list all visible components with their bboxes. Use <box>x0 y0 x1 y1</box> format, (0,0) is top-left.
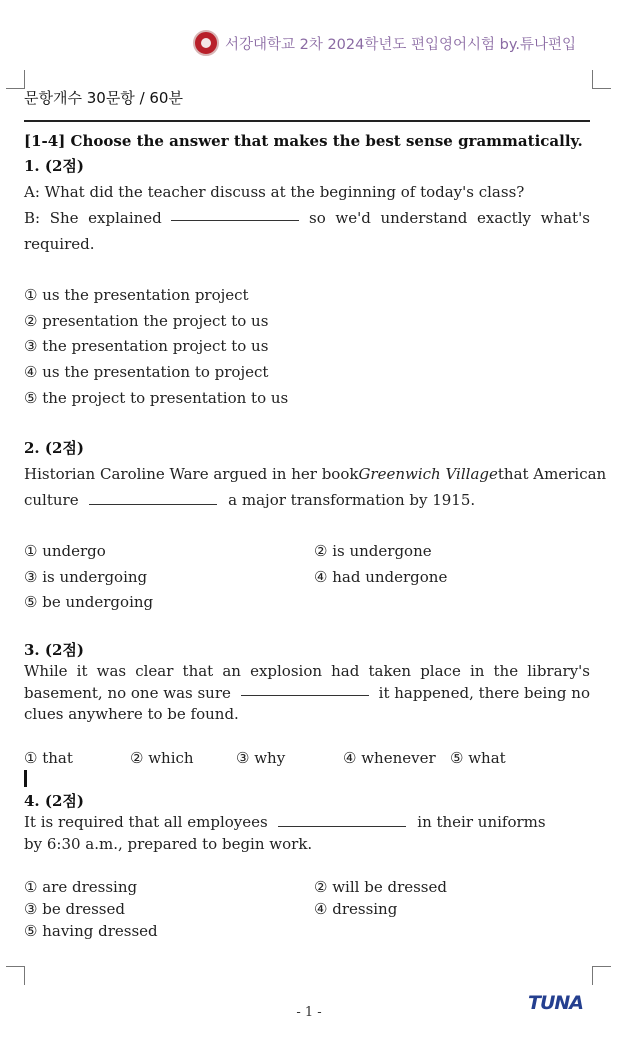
q1-line-b <box>24 208 590 228</box>
q4-option-3[interactable]: ③ be dressed <box>24 900 125 918</box>
q2-option-3[interactable]: ③ is undergoing <box>24 568 148 586</box>
q4-text-pre: It is required that all employees <box>24 813 268 831</box>
q2-options-row-2 <box>24 567 590 587</box>
header-title: 서강대학교 2차 2024학년도 편입영어시험 by.튜나편입 <box>224 36 576 53</box>
q2-line-1 <box>24 464 607 484</box>
q2-text <box>24 464 498 484</box>
q2-text-pre: culture <box>24 491 79 509</box>
q3-option-3[interactable]: ③ why <box>236 749 286 767</box>
q4-option-2[interactable]: ② will be dressed <box>314 878 447 896</box>
q2-text-post: a major transformation by 1915. <box>228 491 476 509</box>
q4-number: 4. (2점) <box>24 792 85 810</box>
q2-options-row-1 <box>24 541 590 561</box>
q3-option-5[interactable]: ⑤ what <box>450 749 506 767</box>
q1-word: exactly <box>477 209 531 227</box>
tuna-logo-text: TUNA <box>528 992 583 1014</box>
q1-line-a: A: What did the teacher discuss at the beginning of today's class? <box>24 183 525 201</box>
q1-word: She <box>49 209 79 227</box>
q2-option-4[interactable]: ④ had undergone <box>314 568 448 586</box>
q2-option-5[interactable]: ⑤ be undergoing <box>24 593 154 611</box>
q3-option-4[interactable]: ④ whenever <box>343 749 436 767</box>
q2-text-pre: Historian Caroline Ware argued in her book <box>24 465 359 483</box>
q1-line-c: required. <box>24 235 95 253</box>
q3-number: 3. (2점) <box>24 641 85 659</box>
q1-word: we'd <box>335 209 371 227</box>
text-cursor <box>24 770 27 787</box>
q3-line-3: clues anywhere to be found. <box>24 705 239 723</box>
q1-option-5[interactable]: ⑤ the project to presentation to us <box>24 389 289 407</box>
crop-mark-top-right <box>592 70 611 89</box>
q3-line-2 <box>24 683 590 703</box>
q2-blank <box>89 492 217 505</box>
crop-mark-bottom-left <box>6 966 25 985</box>
q1-blank <box>171 208 299 221</box>
crop-mark-top-left <box>6 70 25 89</box>
q1-option-2[interactable]: ② presentation the project to us <box>24 312 269 330</box>
q4-option-1[interactable]: ① are dressing <box>24 878 138 896</box>
q2-number: 2. (2점) <box>24 439 85 457</box>
q4-options-row-2 <box>24 899 590 919</box>
tuna-logo <box>528 992 584 1016</box>
university-seal-icon <box>193 30 219 56</box>
q3-text-pre: basement, no one was sure <box>24 684 231 702</box>
q4-line-1 <box>24 812 590 832</box>
q1-word: understand <box>380 209 468 227</box>
q4-blank <box>278 814 406 827</box>
q2-option-2[interactable]: ② is undergone <box>314 542 432 560</box>
q4-text-post: in their uniforms <box>417 813 546 831</box>
section-instruction: [1-4] Choose the answer that makes the best sense grammatically. <box>24 132 583 150</box>
exam-meta: 문항개수 30문항 / 60분 <box>24 89 183 107</box>
q4-line-2: by 6:30 a.m., prepared to begin work. <box>24 835 313 853</box>
q1-speaker: B: <box>24 209 41 227</box>
q4-option-4[interactable]: ④ dressing <box>314 900 398 918</box>
crop-mark-bottom-right <box>592 966 611 985</box>
page-number: - 1 - <box>296 1005 322 1020</box>
q1-word: what's <box>540 209 590 227</box>
q3-option-2[interactable]: ② which <box>130 749 194 767</box>
q3-text-post: it happened, there being no <box>378 684 590 702</box>
page-header <box>193 30 576 56</box>
q1-word: explained <box>88 209 162 227</box>
q1-option-4[interactable]: ④ us the presentation to project <box>24 363 269 381</box>
q3-blank <box>241 683 369 696</box>
q1-option-3[interactable]: ③ the presentation project to us <box>24 337 269 355</box>
header-divider <box>24 120 590 122</box>
q2-text-post: that American <box>497 465 607 483</box>
q2-option-1[interactable]: ① undergo <box>24 542 106 560</box>
q2-line-2 <box>24 490 590 510</box>
q4-option-5[interactable]: ⑤ having dressed <box>24 922 158 940</box>
q3-line-1: While it was clear that an explosion had taken place in the library's <box>24 662 590 680</box>
q2-book-title: Greenwich Village <box>358 465 498 483</box>
q1-word: so <box>309 209 326 227</box>
q4-options-row-1 <box>24 877 590 897</box>
q3-option-1[interactable]: ① that <box>24 749 73 767</box>
q1-option-1[interactable]: ① us the presentation project <box>24 286 249 304</box>
q1-number: 1. (2점) <box>24 157 85 175</box>
